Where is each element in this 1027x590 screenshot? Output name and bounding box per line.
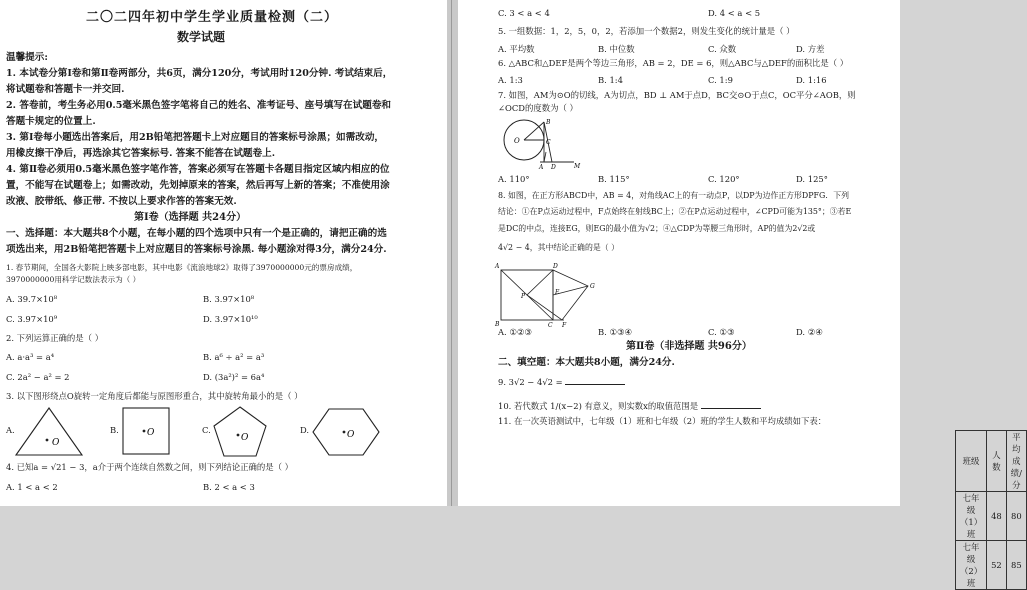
part-1-instructions: 一、选择题：本大题共8个小题，在每小题的四个选项中只有一个是正确的，请把正确的选 [6, 228, 387, 239]
square-dpfg-figure [495, 258, 596, 329]
pentagon-figure [212, 406, 268, 458]
svg-text:F: F [562, 322, 567, 329]
q3-option-d: D. [300, 425, 310, 435]
svg-text:A: A [495, 263, 500, 270]
tip-line: 置，不能写在试题卷上；如需改动，先划掉原来的答案，然后再写上新的答案；不准使用涂 [6, 180, 390, 191]
table-cell: 80 [1006, 492, 1026, 541]
q8-option-b: B. ①③④ [598, 327, 633, 337]
q7-option-b: B. 115° [598, 174, 630, 184]
question-8: 4√2 − 4，其中结论正确的是（ ） [498, 243, 620, 252]
q5-option-c: C. 众数 [708, 44, 737, 54]
q1-option-b: B. 3.97×10⁸ [203, 294, 255, 304]
q10-text: 10. 若代数式 1/(x−2) 有意义，则实数x的取值范围是 [498, 401, 699, 411]
svg-text:O: O [52, 438, 60, 448]
question-7: 7. 如图，AM为⊙O的切线，A为切点，BD ⊥ AM于点D，BC交⊙O于点C，OC平分∠AOB，则 [498, 90, 856, 100]
svg-text:M: M [574, 163, 581, 170]
table-header-cell: 班级 [956, 431, 987, 492]
svg-text:C: C [546, 139, 551, 146]
document-page-left [0, 0, 447, 506]
q2-option-b: B. a⁶ ÷ a² = a³ [203, 352, 265, 362]
section-2-heading: 第Ⅱ卷（非选择题 共96分） [626, 341, 752, 352]
question-8: 是DC的中点，连接EG，则EG的最小值为√2；④△CDP为等腰三角形时，AP的值为2√2或 [498, 224, 816, 233]
table-cell: 48 [987, 492, 1007, 541]
exam-title: 二〇二四年初中学生学业质量检测（二） [86, 10, 339, 25]
q5-option-a: A. 平均数 [498, 44, 535, 54]
svg-text:O: O [147, 428, 155, 438]
hexagon-figure [312, 408, 380, 456]
q5-option-b: B. 中位数 [598, 44, 635, 54]
part-2-instructions: 二、填空题：本大题共8小题，满分24分. [498, 357, 675, 368]
q7-option-a: A. 110° [498, 174, 530, 184]
q1-option-c: C. 3.97×10⁹ [6, 314, 58, 324]
q1-option-a: A. 39.7×10⁸ [6, 294, 58, 304]
table-cell: 85 [1006, 541, 1026, 590]
svg-text:B: B [495, 321, 500, 328]
table-cell: 52 [987, 541, 1007, 590]
svg-text:O: O [241, 433, 249, 443]
part-1-instructions: 项选出来，用2B铅笔把答题卡上对应题目的答案标号涂黑. 每小题涂对得3分，满分24分. [6, 244, 387, 255]
table-row [956, 492, 1027, 541]
question-5: 5. 一组数据：1，2，5，0，2，若添加一个数据2，则发生变化的统计量是（ ） [498, 26, 795, 36]
svg-text:A: A [539, 164, 544, 171]
table-row [956, 541, 1027, 590]
question-1: 3970000000用科学记数法表示为（ ） [6, 275, 141, 284]
q6-option-c: C. 1:9 [708, 75, 733, 85]
q9-answer-blank [565, 376, 625, 385]
table-header-row [956, 431, 1027, 492]
question-7: ∠OCD的度数为（ ） [498, 103, 578, 113]
q4-option-b: B. 2 < a < 3 [203, 482, 255, 492]
question-3: 3. 以下图形绕点O旋转一定角度后都能与原图形重合，其中旋转角最小的是（ ） [6, 391, 303, 401]
question-4: 4. 已知a = √21 − 3，a介于两个连续自然数之间，则下列结论正确的是（ ） [6, 462, 294, 472]
svg-text:E: E [555, 289, 560, 296]
question-8: 8. 如图，在正方形ABCD中，AB = 4，对角线AC上的有一动点P，以DP为边作正方形DPFG．下列 [498, 191, 850, 200]
q4-option-a: A. 1 < a < 2 [6, 482, 58, 492]
svg-text:O: O [514, 137, 520, 145]
q8-option-a: A. ①②③ [498, 327, 532, 337]
q10-answer-blank [701, 400, 761, 409]
q4-option-c: C. 3 < a < 4 [498, 8, 550, 18]
svg-text:P: P [521, 293, 526, 300]
table-cell: 七年级（1）班 [956, 492, 987, 541]
tip-line: 2. 答卷前，考生务必用0.5毫米黑色签字笔将自己的姓名、准考证号、座号填写在试题卷和 [6, 100, 392, 111]
tip-line: 用橡皮擦干净后，再选涂其它答案标号. 答案不能答在试题卷上. [6, 148, 276, 159]
page-gap [447, 0, 458, 506]
exam-subtitle: 数学试题 [177, 30, 226, 44]
score-table [955, 430, 1027, 590]
tip-line: 3. 第Ⅰ卷每小题选出答案后，用2B铅笔把答题卡上对应题目的答案标号涂黑；如需改动， [6, 132, 385, 143]
document-page-right [458, 0, 1022, 588]
question-2: 2. 下列运算正确的是（ ） [6, 333, 104, 343]
q8-option-d: D. ②④ [796, 327, 823, 337]
svg-text:D: D [551, 164, 556, 171]
tip-line: 将试题卷和答题卡一并交回. [6, 84, 125, 95]
table-cell: 七年级（2）班 [956, 541, 987, 590]
q6-option-b: B. 1:4 [598, 75, 623, 85]
triangle-figure [14, 407, 84, 457]
question-1: 1. 春节期间，全国各大影院上映多部电影，其中电影《流浪地球2》取得了3970000000元的票房成绩， [6, 263, 358, 272]
q2-option-a: A. a·a³ = a⁴ [6, 352, 55, 362]
question-8: 结论：①在P点运动过程中，F点始终在射线BC上；②在P点运动过程中，∠CPD可能为135°；③若E [498, 207, 852, 216]
q4-option-d: D. 4 < a < 5 [708, 8, 761, 18]
section-1-heading: 第Ⅰ卷（选择题 共24分） [134, 212, 247, 223]
q8-option-c: C. ①③ [708, 327, 735, 337]
q6-option-a: A. 1:3 [498, 75, 523, 85]
square-figure [122, 407, 172, 457]
table-header-cell: 人数 [987, 431, 1007, 492]
tip-line: 1. 本试卷分第Ⅰ卷和第Ⅱ卷两部分，共6页，满分120分，考试用时120分钟. 考试结束后， [6, 68, 393, 79]
circle-tangent-figure [500, 118, 580, 170]
tip-line: 改液、胶带纸、修正带. 不按以上要求作答的答案无效. [6, 196, 237, 207]
q5-option-d: D. 方差 [796, 44, 825, 54]
q7-option-c: C. 120° [708, 174, 740, 184]
q6-option-d: D. 1:16 [796, 75, 827, 85]
question-6: 6. △ABC和△DEF是两个等边三角形，AB = 2，DE = 6，则△ABC与△DEF的面积比是（ ） [498, 58, 849, 68]
question-10 [498, 400, 761, 412]
question-11: 11. 在一次英语测试中，七年级（1）班和七年级（2）班的学生人数和平均成绩如下表： [498, 416, 827, 426]
svg-text:C: C [548, 322, 553, 329]
q7-option-d: D. 125° [796, 174, 828, 184]
tip-line: 4. 第Ⅱ卷必须用0.5毫米黑色签字笔作答，答案必须写在答题卡各题目指定区域内相应的位 [6, 164, 390, 175]
q2-option-d: D. (3a²)² = 6a⁴ [203, 372, 265, 382]
table-header-cell: 平均成绩/分 [1006, 431, 1026, 492]
svg-text:D: D [553, 263, 558, 270]
svg-text:G: G [590, 283, 595, 290]
svg-text:O: O [347, 430, 355, 440]
question-9 [498, 376, 625, 388]
q9-text: 9. 3√2 − 4√2 = [498, 377, 563, 387]
q2-option-c: C. 2a² − a² = 2 [6, 372, 70, 382]
q3-option-b: B. [110, 425, 119, 435]
svg-text:B: B [546, 119, 551, 126]
q1-option-d: D. 3.97×10¹⁰ [203, 314, 258, 324]
q3-option-c: C. [202, 425, 211, 435]
tip-line: 答题卡规定的位置上. [6, 116, 96, 127]
q3-option-a: A. [6, 425, 15, 435]
tips-heading: 温馨提示: [6, 52, 48, 63]
